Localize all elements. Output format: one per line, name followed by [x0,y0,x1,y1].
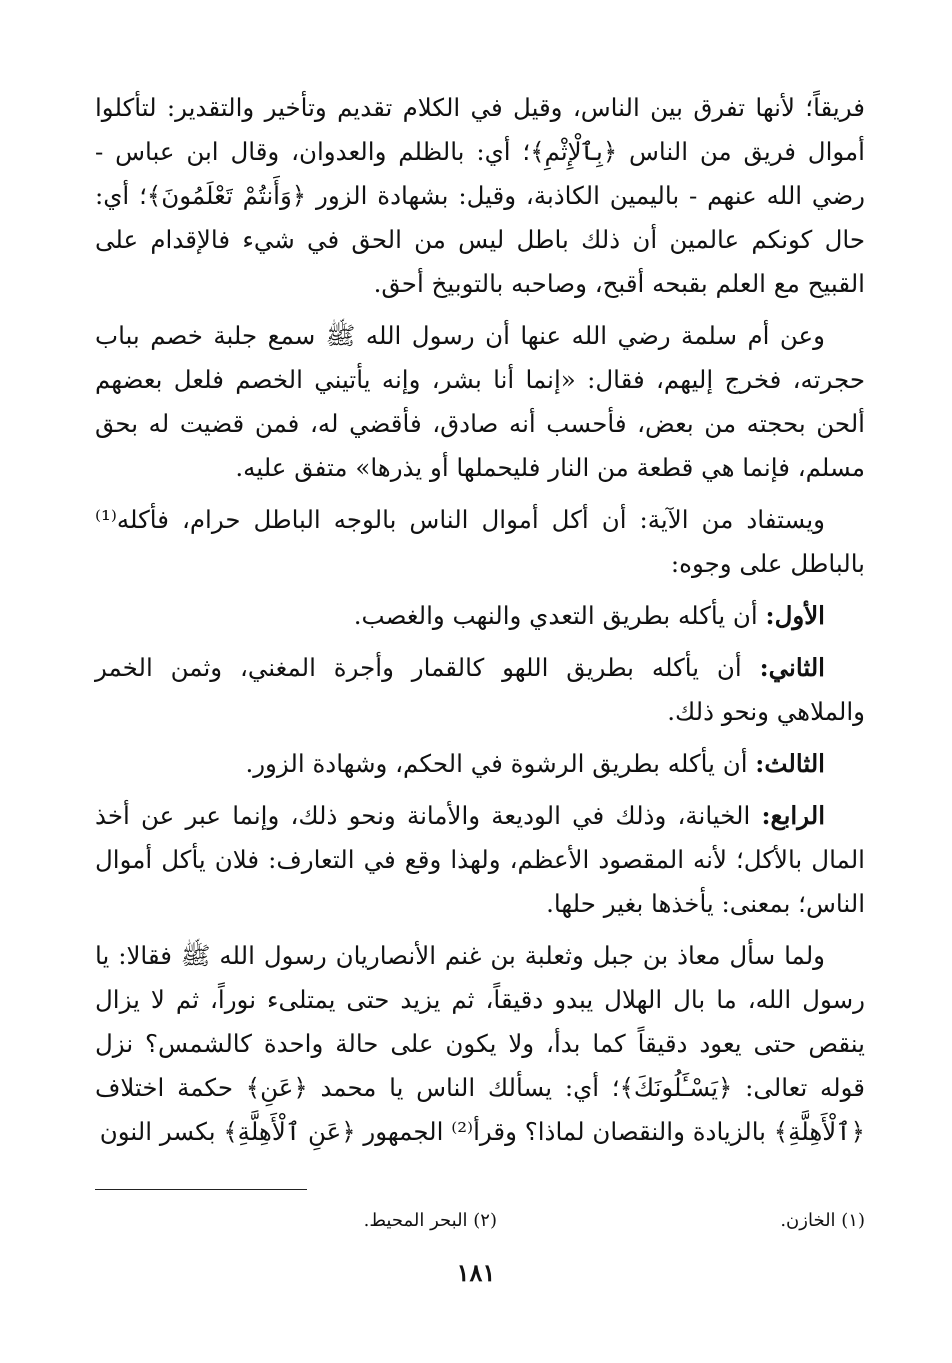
paragraph-4: الأول: أن يأكله بطريق التعدي والنهب والغصب. [353,601,825,630]
paragraph-8: ولما سأل معاذ بن جبل وثعلبة بن غنم الأنصاريان رسول الله ﷺ فقالا: يا رسول الله، ما بال الهلال يبدو دقيقاً، ثم يزيد حتى يمتلىء نوراً، ثم لا يزال ينقص حتى يعود دقيقاً كما بدأ، ولا يكون على حالة واحدة كالشمس؟ نزل قوله تعالى: ﴿يَسْـَٔلُونَكَ﴾؛ أي: يسألك الناس يا محمد ﴿عَنِ﴾ حكمة اختلاف ﴿ٱلْأَهِلَّةِ﴾ بالزيادة والنقصان لماذا؟ وقرأ⁽²⁾ الجمهور ﴿عَنِ ٱلْأَهِلَّةِ﴾ بكسر النون [95,941,865,1146]
page-body [95,86,865,1162]
paragraph-2: وعن أم سلمة رضي الله عنها أن رسول الله ﷺ سمع جلبة خصم بباب حجرته، فخرج إليهم، فقال: «إنما أنا بشر، وإنه يأتيني الخصم فلعل بعضهم ألحن بحجته من بعض، فأحسب أنه صادق، فأقضي له، فمن قضيت له بحق مسلم، فإنما هي قطعة من النار فليحملها أو يذرها» متفق عليه. [95,321,865,482]
paragraph-7: الرابع: الخيانة، وذلك في الوديعة والأمانة ونحو ذلك، وإنما عبر عن أخذ المال بالأكل؛ لأنه المقصود الأعظم، ولهذا وقع في التعارف: فلان يأكل أموال الناس؛ بمعنى: يأخذها بغير حلها. [95,801,865,918]
footnote-separator [95,1189,307,1190]
item-lead-first: الأول: [765,601,825,630]
footnote-1: (١) الخازن. [780,1210,865,1231]
page-number: ١٨١ [456,1258,496,1287]
paragraph-1: فريقاً؛ لأنها تفرق بين الناس، وقيل في الكلام تقديم وتأخير والتقدير: لتأكلوا أموال فريق من الناس ﴿بِٱلْإِثْمِ﴾؛ أي: بالظلم والعدوان، وقال ابن عباس - رضي الله عنهم - باليمين الكاذبة، وقيل: بشهادة الزور ﴿وَأَنتُمْ تَعْلَمُونَ﴾؛ أي: حال كونكم عالمين أن ذلك باطل ليس من الحق في شيء فالإقدام على القبيح مع العلم بقبحه أقبح، وصاحبه بالتوبيخ أحق. [95,93,865,298]
item-lead-second: الثاني: [759,653,825,682]
item-lead-fourth: الرابع: [761,801,825,830]
paragraph-3: ويستفاد من الآية: أن أكل أموال الناس بالوجه الباطل حرام، فأكله⁽¹⁾ بالباطل على وجوه: [95,505,865,578]
paragraph-5: الثاني: أن يأكله بطريق اللهو كالقمار وأجرة المغني، وثمن الخمر والملاهي ونحو ذلك. [95,653,865,726]
item-lead-third: الثالث: [755,749,825,778]
footnote-2: (٢) البحر المحيط. [363,1210,497,1231]
paragraph-6: الثالث: أن يأكله بطريق الرشوة في الحكم، وشهادة الزور. [245,749,825,778]
